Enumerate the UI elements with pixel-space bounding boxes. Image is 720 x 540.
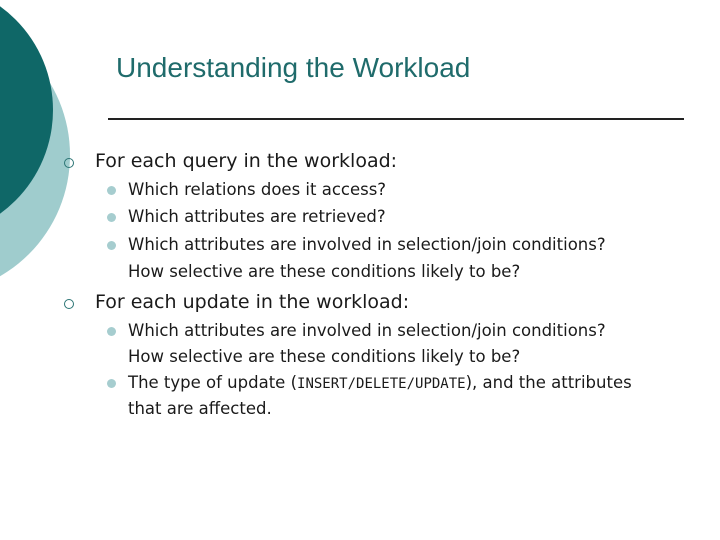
sub-bullet-text [128,372,632,395]
hollow-bullet-icon [64,299,74,309]
sub-bullet-text-continued: How selective are these conditions likely to be? [128,262,521,281]
sub-bullet-text: Which attributes are involved in selection/join conditions? [128,235,606,254]
text-segment: The type of update ( [128,373,298,392]
bullet-text: For each query in the workload: [95,150,398,172]
sub-bullet-text-continued: that are affected. [128,399,272,418]
title-underline [108,118,684,120]
dot-bullet-icon [107,241,116,250]
hollow-bullet-icon [64,158,74,168]
sub-bullet-text: Which relations does it access? [128,180,387,199]
slide-title: Understanding the Workload [116,52,471,83]
dot-bullet-icon [107,379,116,388]
dot-bullet-icon [107,213,116,222]
sub-bullet-text-continued: How selective are these conditions likely to be? [128,347,521,366]
sub-bullet-text: Which attributes are involved in selection/join conditions? [128,321,606,340]
text-segment: ), and the attributes [465,373,632,392]
sub-bullet-text: Which attributes are retrieved? [128,207,386,226]
dot-bullet-icon [107,327,116,336]
bullet-text: For each update in the workload: [95,291,410,313]
code-segment: INSERT/DELETE/UPDATE [297,376,466,392]
dot-bullet-icon [107,186,116,195]
